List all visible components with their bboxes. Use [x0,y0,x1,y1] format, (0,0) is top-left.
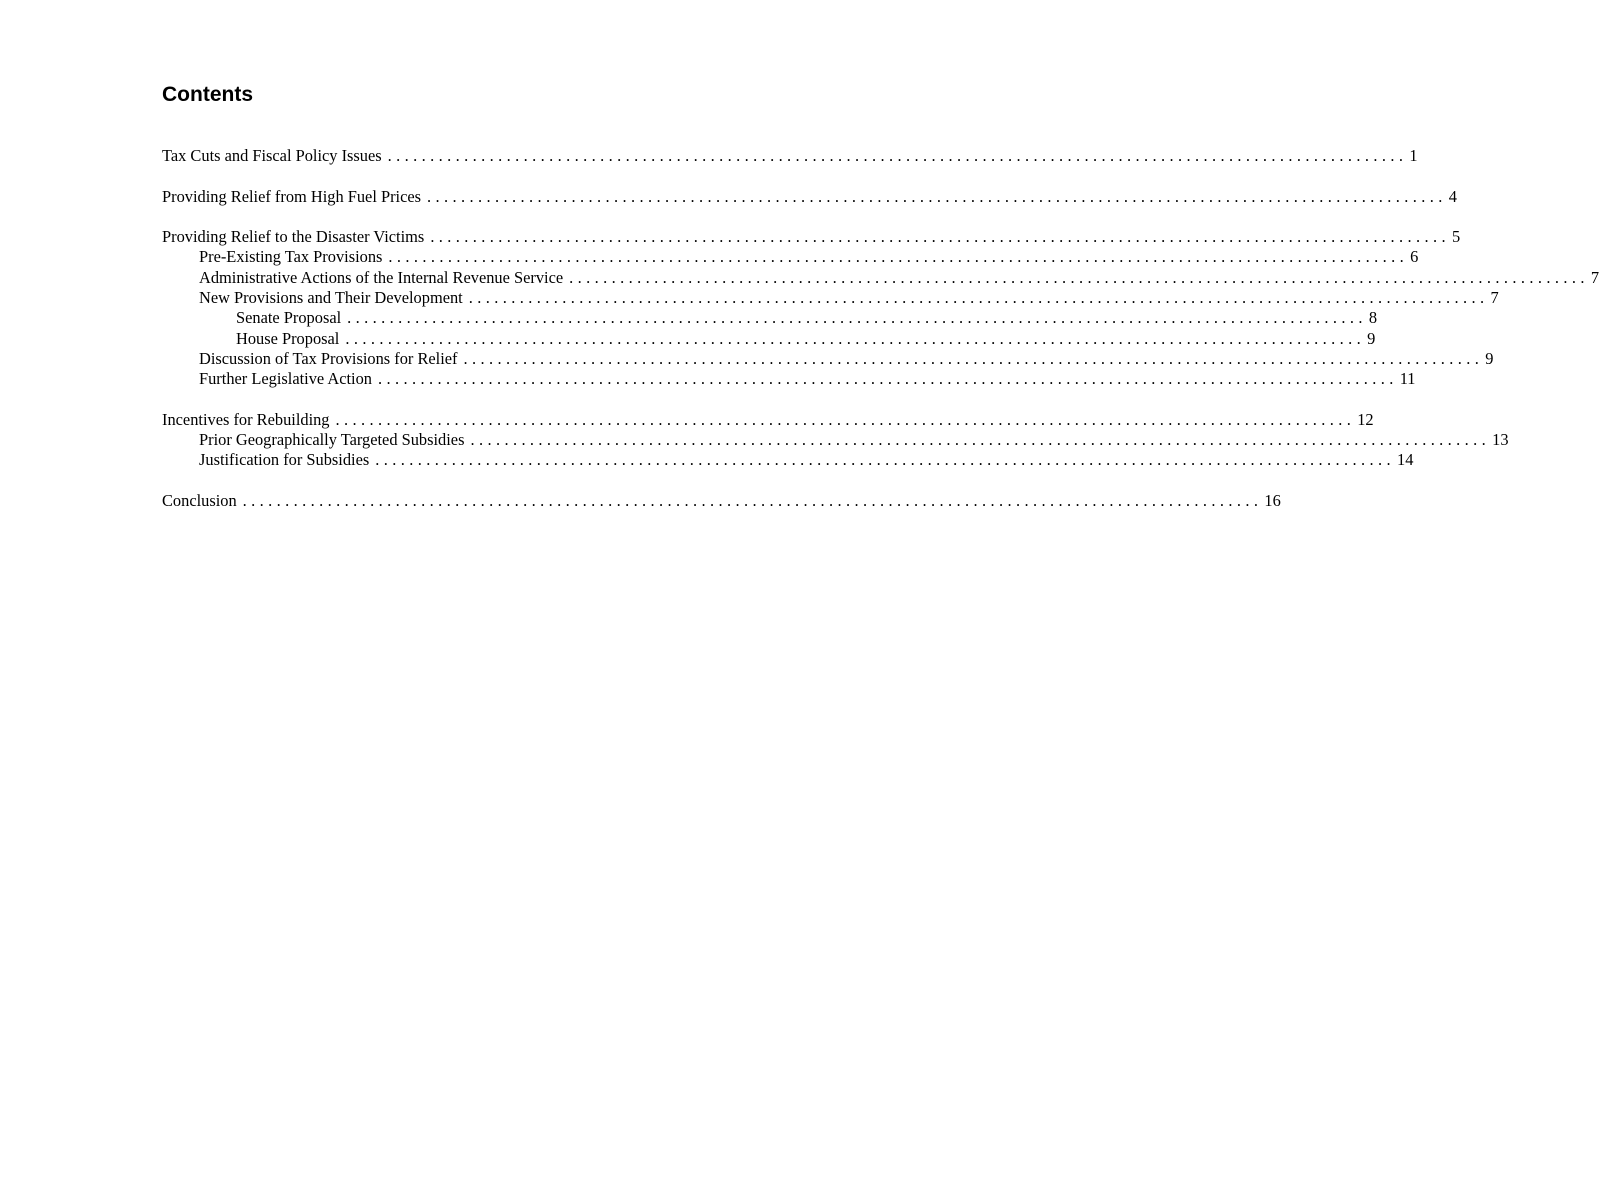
toc-subentry[interactable] [162,450,1414,470]
toc-subsubentry[interactable] [162,308,1378,328]
toc-entry-page: 12 [1357,409,1374,429]
toc-entry-label: Incentives for Rebuilding [162,409,330,429]
toc-entry-label: Providing Relief to the Disaster Victims [162,227,425,247]
toc-leader-dots: ........................................................................................................................ [463,348,1484,368]
toc-entry-page: 14 [1397,450,1414,470]
toc-entry-page: 13 [1492,430,1509,450]
toc-entry-label: Pre-Existing Tax Provisions [199,247,383,267]
toc-entry-page: 6 [1410,247,1419,267]
toc-entry-label: New Provisions and Their Development [199,288,463,308]
toc-leader-dots: ........................................................................................................................ [569,267,1589,287]
toc-entry[interactable] [162,409,1374,430]
toc-entry-label: Conclusion [162,491,237,511]
toc-entry-page: 9 [1367,328,1376,348]
toc-entry-label: Tax Cuts and Fiscal Policy Issues [162,146,382,165]
toc-leader-dots: ........................................................................................................................ [375,450,1395,470]
toc-entry-label: Further Legislative Action [199,369,372,389]
toc-entry-label: House Proposal [236,328,340,348]
toc-entry[interactable] [162,227,1461,247]
page-title: Contents [162,83,253,106]
toc-leader-dots: ........................................................................................................................ [242,491,1263,511]
toc-subentry[interactable] [162,369,1416,389]
toc-entry-page: 7 [1490,288,1499,308]
toc-entry-page: 7 [1590,267,1599,287]
toc-entry[interactable] [162,146,1418,166]
toc-entry-label: Providing Relief from High Fuel Prices [162,186,422,206]
toc-subentry[interactable] [162,267,1599,288]
toc-subsubentry[interactable] [162,328,1376,349]
table-of-contents [162,146,1599,511]
toc-leader-dots: ........................................................................................................................ [345,328,1366,348]
toc-leader-dots: ........................................................................................................................ [470,430,1491,450]
toc-entry-label: Discussion of Tax Provisions for Relief [199,348,458,368]
toc-subentry[interactable] [162,288,1499,308]
toc-leader-dots: ........................................................................................................................ [388,247,1409,267]
toc-entry-page: 16 [1264,491,1281,511]
toc-subentry[interactable] [162,247,1419,267]
toc-entry[interactable] [162,491,1281,511]
toc-entry-page: 9 [1485,348,1494,368]
toc-leader-dots: ........................................................................................................................ [430,227,1451,247]
toc-leader-dots: ........................................................................................................................ [468,288,1489,308]
toc-leader-dots: ........................................................................................................................ [427,186,1447,206]
toc-entry-label: Justification for Subsidies [199,450,370,470]
toc-entry-label: Administrative Actions of the Internal Revenue Service [199,267,564,287]
toc-entry-page: 4 [1448,186,1457,206]
toc-entry-page: 5 [1452,227,1461,247]
toc-subentry[interactable] [162,430,1509,450]
toc-entry-label: Prior Geographically Targeted Subsidies [199,430,465,450]
toc-subentry[interactable] [162,348,1494,369]
toc-leader-dots: ........................................................................................................................ [377,369,1398,389]
toc-entry[interactable] [162,186,1457,207]
toc-entry-page: 1 [1409,146,1418,165]
toc-entry-label: Senate Proposal [236,308,342,328]
toc-entry-page: 8 [1368,308,1378,328]
toc-leader-dots: ........................................................................................................................ [347,308,1367,328]
toc-leader-dots: ........................................................................................................................ [335,409,1356,429]
toc-entry-page: 11 [1399,369,1416,389]
toc-leader-dots: ........................................................................................................................ [387,146,1408,165]
